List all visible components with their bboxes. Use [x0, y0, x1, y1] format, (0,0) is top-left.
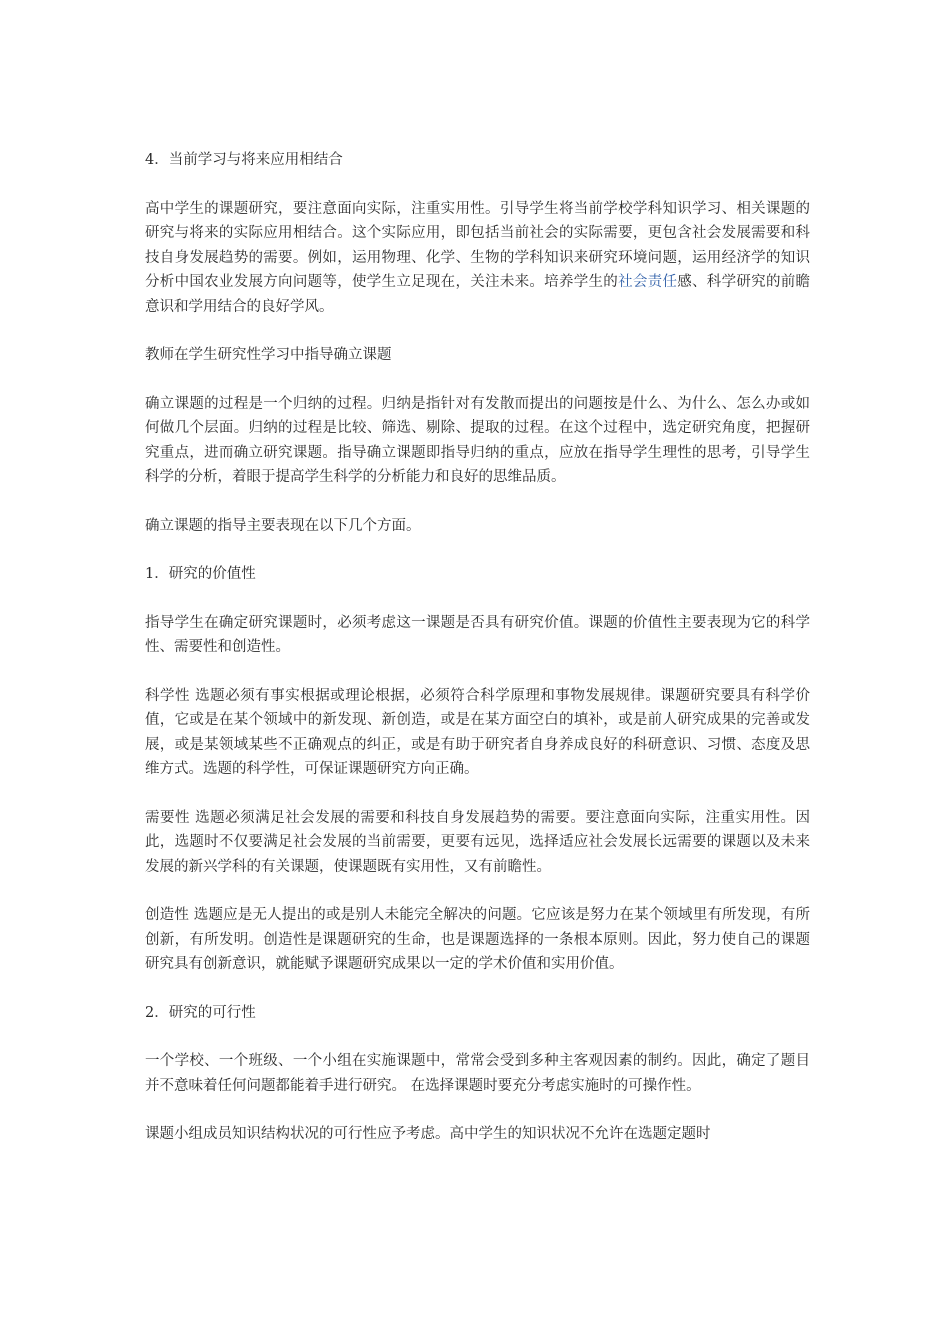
- paragraph-guidance-aspects: 确立课题的指导主要表现在以下几个方面。: [145, 517, 421, 534]
- paragraph-creativity: 创造性 选题应是无人提出的或是别人未能完全解决的问题。它应该是努力在某个领域里有所发现，有所创新，有所发明。创造性是课题研究的生命，也是课题选择的一条根本原则。因此，努力使自己的课题研究具有创新意识，就能赋予课题研究成果以一定的学术价值和实用价值。: [145, 907, 810, 972]
- paragraph-knowledge-structure: 课题小组成员知识结构状况的可行性应予考虑。高中学生的知识状况不允许在选题定题时: [145, 1126, 711, 1142]
- section-heading-1-value: 1．研究的价值性: [145, 566, 256, 582]
- paragraph-feasibility: 一个学校、一个班级、一个小组在实施课题中，常常会受到多种主客观因素的制约。因此，确定了题目并不意味着任何问题都能着手进行研究。 在选择课题时要充分考虑实施时的可操作性。: [145, 1053, 810, 1094]
- section-heading-2-feasibility: 2．研究的可行性: [145, 1004, 256, 1021]
- section-heading-4: 4．当前学习与将来应用相结合: [145, 152, 343, 168]
- paragraph-practical-application: [145, 197, 810, 320]
- paragraph-text: 高中学生的课题研究，要注意面向实际，注重实用性。引导学生将当前学校学科知识学习、相关课题的研究与将来的实际应用相结合。这个实际应用，即包括当前社会的实际需要，更包含社会发展需要和科技自身发展趋势的需要。例如，运用物理、化学、生物的学科知识来研究环境问题，运用经济学的知识分析中国农业发展方向问题等，使学生立足现在，关注未来。培养学生的: [145, 200, 810, 290]
- paragraph-induction-process: 确立课题的过程是一个归纳的过程。归纳是指针对有发散而提出的问题按是什么、为什么、怎么办或如何做几个层面。归纳的过程是比较、筛选、剔除、提取的过程。在这个过程中，选定研究角度，把握研究重点，进而确立研究课题。指导确立课题即指导归纳的重点，应放在指导学生理性的思考，引导学生科学的分析，着眼于提高学生科学的分析能力和良好的思维品质。: [145, 395, 810, 485]
- paragraph-scientific: 科学性 选题必须有事实根据或理论根据，必须符合科学原理和事物发展规律。课题研究要具有科学价值，它或是在某个领域中的新发现、新创造，或是在某方面空白的填补，或是前人研究成果的完善或发展，或是某领域某些不正确观点的纠正，或是有助于研究者自身养成良好的科研意识、习惯、态度及思维方式。选题的科学性，可保证课题研究方向正确。: [145, 687, 810, 777]
- document-body: [145, 148, 810, 1171]
- paragraph-value: 指导学生在确定研究课题时，必须考虑这一课题是否具有研究价值。课题的价值性主要表现为它的科学性、需要性和创造性。: [145, 614, 810, 655]
- social-responsibility-link[interactable]: 社会责任: [618, 274, 678, 290]
- section-heading-teacher-guidance: 教师在学生研究性学习中指导确立课题: [145, 347, 392, 363]
- paragraph-text-tail: 感、科学研究的前瞻意识和学用结合的良好学风。: [145, 274, 811, 315]
- paragraph-necessity: 需要性 选题必须满足社会发展的需要和科技自身发展趋势的需要。要注意面向实际，注重实用性。因此，选题时不仅要满足社会发展的当前需要，更要有远见，选择适应社会发展长远需要的课题以及未来发展的新兴学科的有关课题，使课题既有实用性，又有前瞻性。: [145, 809, 810, 875]
